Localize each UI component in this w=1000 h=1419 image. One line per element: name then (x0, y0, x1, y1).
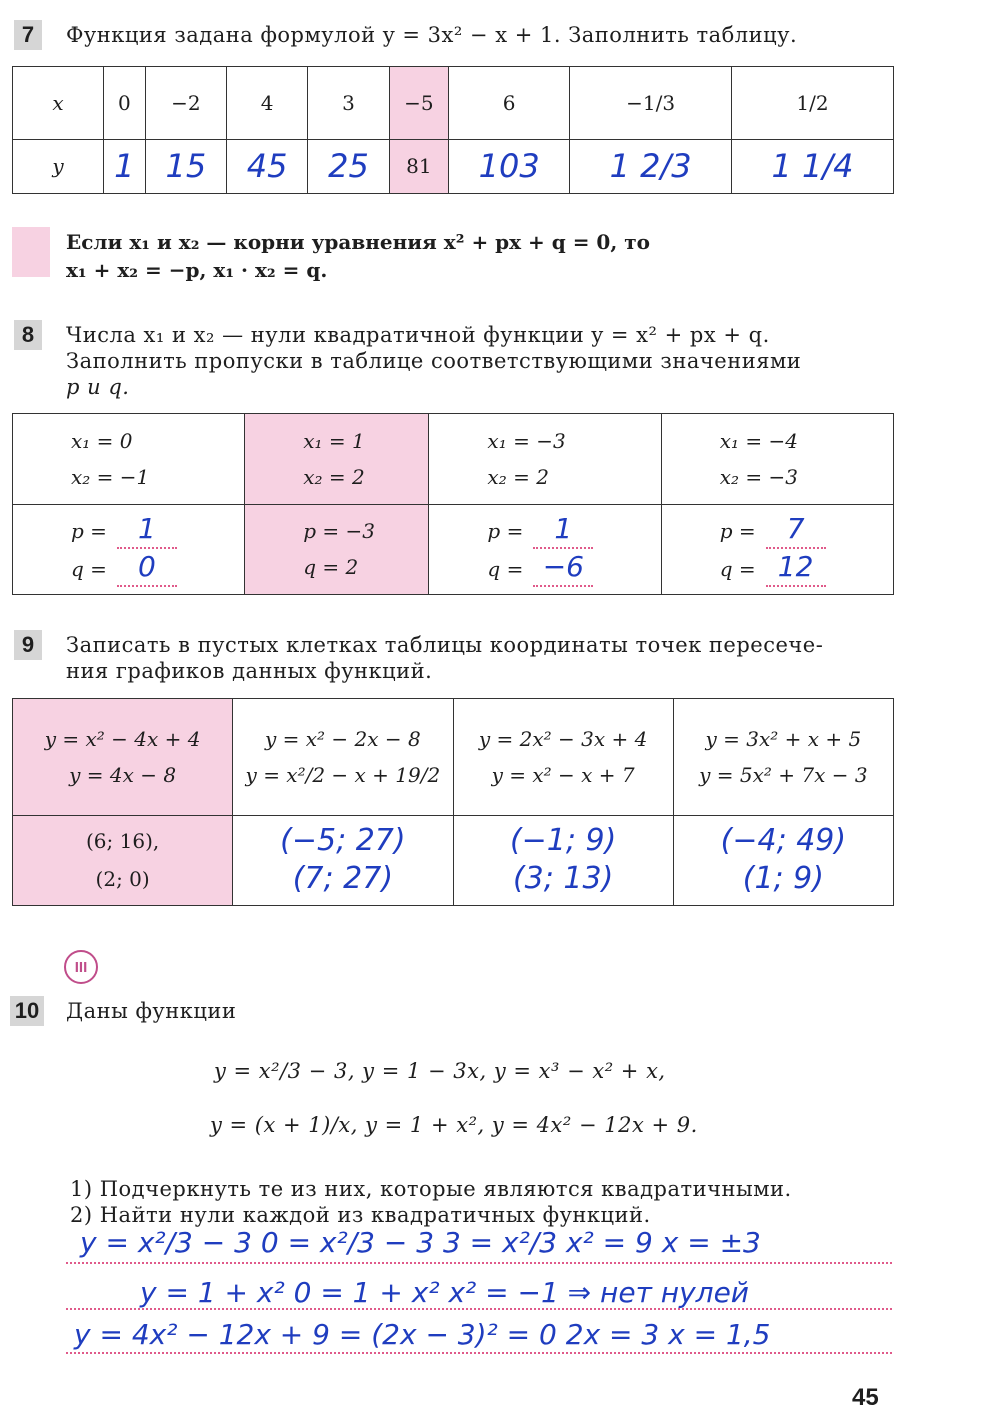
coeff-cell[interactable] (13, 504, 245, 595)
coeff-p-handwritten: 7 (766, 511, 826, 549)
task10-item1: 1) Подчеркнуть те из них, которые являются квадратичными. (70, 1177, 792, 1201)
intersection-handwritten: (1; 9) (742, 861, 824, 897)
roots-cell (245, 414, 429, 505)
roots-cell (661, 414, 893, 505)
y-handwritten: 103 (478, 147, 540, 186)
roots-cell (13, 414, 245, 505)
handwritten-answer: y = x²/3 − 3 0 = x²/3 − 3 3 = x²/3 x² = 9 x = ±3 (80, 1226, 761, 1259)
y-handwritten: 1 2/3 (609, 147, 692, 186)
coeff-cell[interactable] (429, 504, 661, 595)
intersection-printed: (6; 16), (86, 829, 160, 854)
task-number: 9 (14, 630, 42, 660)
function-1: y = x² − 2x − 8 (265, 726, 421, 751)
handwritten-answer: y = 1 + x² 0 = 1 + x² x² = −1 ⇒ нет нулей (140, 1276, 749, 1309)
y-handwritten: 45 (246, 147, 288, 186)
rule-line2: x₁ + x₂ = −p, x₁ · x₂ = q. (66, 258, 328, 282)
coeff-q (487, 549, 660, 587)
x-value-cell: −5 (389, 67, 448, 140)
function-2: y = x²/2 − x + 19/2 (245, 762, 441, 787)
intersection-handwritten: (7; 27) (292, 861, 394, 897)
answer-line (66, 1352, 892, 1354)
coeff-q-label: q = (719, 557, 756, 582)
coeff-q-handwritten: −6 (533, 549, 593, 587)
y-handwritten: 25 (328, 147, 369, 186)
task10-intro: Даны функции (66, 999, 237, 1023)
coeff-q (71, 549, 244, 587)
rule-line1: Если x₁ и x₂ — корни уравнения x² + px + q = 0, то (66, 230, 650, 254)
intersection-handwritten: (−4; 49) (720, 823, 847, 859)
task9-table (12, 698, 894, 906)
task7-text: Функция задана формулой y = 3x² − x + 1. Заполнить таблицу. (66, 23, 798, 47)
coeff-q-handwritten: 12 (766, 549, 826, 587)
coeff-cell[interactable] (245, 504, 429, 595)
root-x1: x₁ = 1 (303, 428, 365, 453)
root-x1: x₁ = −4 (719, 428, 798, 453)
y-handwritten: 1 1/4 (771, 147, 854, 186)
y-value-cell[interactable] (449, 139, 570, 193)
root-x2: x₂ = −1 (71, 464, 150, 489)
function-2: y = x² − x + 7 (491, 762, 635, 787)
task8-table (12, 413, 894, 595)
coeff-p-label: p = (719, 519, 756, 544)
task10-funcs1: y = x²/3 − 3, y = 1 − 3x, y = x³ − x² + x, (214, 1059, 666, 1083)
functions-cell (453, 699, 673, 816)
y-value-cell[interactable] (145, 139, 226, 193)
y-value-cell[interactable] (389, 139, 448, 193)
x-value-cell: −1/3 (570, 67, 732, 140)
coeff-p-label: p = (487, 519, 524, 544)
roots-cell (429, 414, 661, 505)
coeff-q (303, 549, 428, 585)
functions-cell (13, 699, 233, 816)
task9-line2: ния графиков данных функций. (66, 659, 433, 683)
function-2: y = 4x − 8 (69, 762, 177, 787)
coeff-p-label: p = −3 (303, 519, 376, 544)
y-value-cell[interactable] (308, 139, 389, 193)
coeff-p (303, 513, 428, 549)
root-x2: x₂ = 2 (487, 464, 549, 489)
y-value-cell[interactable] (104, 139, 146, 193)
intersection-cell[interactable] (233, 815, 453, 905)
intersection-handwritten: (−5; 27) (280, 823, 406, 859)
coeff-q-label: q = (487, 557, 524, 582)
y-handwritten: 1 (114, 147, 135, 186)
function-2: y = 5x² + 7x − 3 (699, 762, 868, 787)
task-number: 8 (14, 320, 42, 350)
task9-line1: Записать в пустых клетках таблицы координаты точек пересече- (66, 633, 824, 657)
function-1: y = x² − 4x + 4 (44, 726, 201, 751)
intersection-cell[interactable] (673, 815, 893, 905)
task-number: 7 (14, 20, 42, 50)
y-value-cell[interactable] (226, 139, 307, 193)
functions-cell (673, 699, 893, 816)
root-x2: x₂ = −3 (719, 464, 798, 489)
row-label-y: y (13, 139, 104, 193)
task10-funcs2: y = (x + 1)/x, y = 1 + x², y = 4x² − 12x + 9. (210, 1113, 698, 1137)
intersection-handwritten: (3; 13) (512, 861, 614, 897)
coeff-p (720, 511, 893, 549)
task8-line1: Числа x₁ и x₂ — нули квадратичной функции y = x² + px + q. (66, 323, 770, 347)
x-value-cell: 4 (226, 67, 307, 140)
root-x1: x₁ = 0 (71, 428, 133, 453)
intersection-printed: (2; 0) (95, 867, 150, 892)
handwritten-answer: y = 4x² − 12x + 9 = (2x − 3)² = 0 2x = 3 x = 1,5 (74, 1318, 771, 1351)
task10-item2: 2) Найти нули каждой из квадратичных функций. (70, 1203, 651, 1227)
coeff-p-label: p = (71, 519, 107, 544)
coeff-q-label: q = (71, 557, 107, 582)
y-printed: 81 (406, 154, 432, 179)
x-value-cell: −2 (145, 67, 226, 140)
coeff-q-label: q = 2 (303, 555, 359, 580)
level-marker: III (64, 950, 98, 984)
intersection-handwritten: (−1; 9) (509, 823, 617, 859)
task8-line3: p и q. (66, 375, 130, 399)
function-1: y = 3x² + x + 5 (705, 726, 862, 751)
x-value-cell: 6 (449, 67, 570, 140)
root-x1: x₁ = −3 (487, 428, 566, 453)
y-value-cell[interactable] (570, 139, 732, 193)
x-value-cell: 1/2 (732, 67, 894, 140)
y-handwritten: 15 (165, 147, 207, 186)
task-number: 10 (10, 996, 44, 1026)
page-number: 45 (852, 1384, 879, 1411)
function-1: y = 2x² − 3x + 4 (478, 726, 648, 751)
x-value-cell: 3 (308, 67, 389, 140)
answer-line (66, 1262, 892, 1264)
coeff-q-handwritten: 0 (117, 549, 177, 587)
intersection-cell[interactable] (13, 815, 233, 905)
row-label-x: x (13, 67, 104, 140)
coeff-p (487, 511, 660, 549)
rule-marker (12, 227, 50, 277)
coeff-q (720, 549, 893, 587)
root-x2: x₂ = 2 (303, 464, 365, 489)
coeff-p-handwritten: 1 (117, 511, 177, 549)
y-value-cell[interactable] (732, 139, 894, 193)
functions-cell (233, 699, 453, 816)
task8-line2: Заполнить пропуски в таблице соответствующими значениями (66, 349, 802, 373)
task7-table (12, 66, 894, 194)
coeff-cell[interactable] (661, 504, 893, 595)
coeff-p-handwritten: 1 (533, 511, 593, 549)
intersection-cell[interactable] (453, 815, 673, 905)
coeff-p (71, 511, 244, 549)
x-value-cell: 0 (104, 67, 146, 140)
